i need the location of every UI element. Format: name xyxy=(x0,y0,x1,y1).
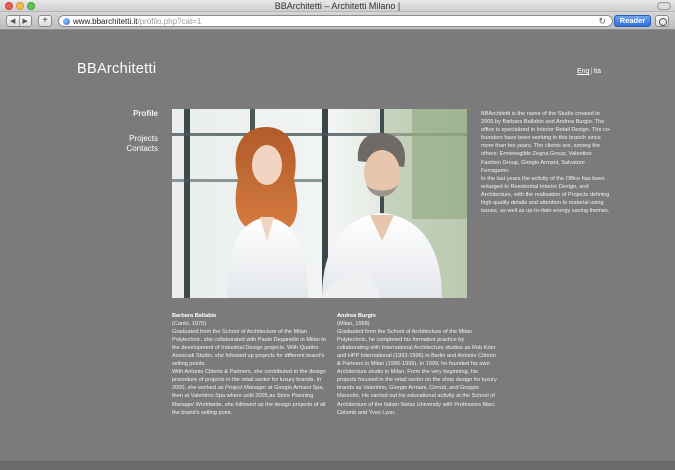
founder-origin: (Milan, 1968) xyxy=(337,321,370,328)
window-title: BBArchitetti – Architetti Milano | xyxy=(274,1,401,11)
page-content xyxy=(0,31,675,461)
lang-ita-link[interactable]: Ita xyxy=(593,68,602,75)
toolbar-toggle-button[interactable] xyxy=(657,2,671,10)
intro-paragraph: BBArchitetti is the name of the Studio created in 2005 by Barbara Ballabio and Andrea Burgio. The office is specialized in Interior Retail Design. The co-founders have been working in this branch since more than ten years. The clients are, among the others: Ermenegildo Zegna Group, Valentino Fashion Group, Giorgio Armani, Salvatore Ferragamo. xyxy=(481,111,611,174)
founders-photo xyxy=(172,109,467,298)
url-text[interactable] xyxy=(73,16,201,27)
founder-paragraph: With Antonio Citterio & Partners, she contributed to the design procedure of projects in the retail sector for luxury brands. In 2000, she worked as Project Manager at Giorgio Armani Spa, then at Valentino Spa where until 2005,as Store Planning Manager Worldwide, she followed up the design projects of all the brand's selling point. xyxy=(172,369,326,416)
intro-paragraph: In the last years the activity of the Office has been enlarged to Residential Interior Design, and Architecture, with the realisation of Projects defining high quality details and attention to material using issues, as well as up-to-date energy saving themes. xyxy=(481,175,610,215)
menu-item-profile[interactable]: Profile xyxy=(133,109,158,118)
founder-paragraph: Graduated form the School of Architecture of the Milan Polytechnic, he completed his formative practice by collaborating with International Architecture studios as Rob Krier and HPP International (1993-1996) in Berlin and Antonio Citterio & Partners in Milan (1996-1999). In 1999, he founded his own Architecture studio in Milan. From the very beginning, his projects focused in the retail sector on the shop design for luxury brands as Valentino, Giorgio Armani, Cerruti, and Gruppo Marzotto. He carried out his educational activity at the School of Architecture of the Italian Swiss University with Professors Marc Colomb and Yves Lyon. xyxy=(337,329,497,416)
url-path: /profilo.php?cat=1 xyxy=(137,17,202,26)
window-titlebar xyxy=(0,0,675,12)
founder-bio-ballabio xyxy=(172,312,332,417)
back-button[interactable]: ◀ xyxy=(7,16,20,26)
founder-name: Andrea Burgio xyxy=(337,313,376,319)
reading-list-button[interactable] xyxy=(655,15,669,27)
menu-item-contacts[interactable]: Contacts xyxy=(126,144,158,153)
window-bottom-bar xyxy=(0,461,675,470)
reader-button[interactable]: Reader xyxy=(614,15,651,27)
reload-icon[interactable]: ↻ xyxy=(598,16,606,26)
globe-icon xyxy=(63,18,70,25)
browser-toolbar xyxy=(0,12,675,30)
forward-button[interactable]: ▶ xyxy=(22,18,28,25)
close-window-button[interactable] xyxy=(5,2,13,10)
founder-bio-burgio xyxy=(337,312,497,417)
add-bookmark-button[interactable]: + xyxy=(38,15,52,27)
site-logo[interactable]: BBArchitetti xyxy=(77,61,157,77)
studio-intro xyxy=(481,110,613,215)
history-nav xyxy=(6,15,32,27)
lang-eng-link[interactable]: Eng xyxy=(577,68,590,75)
minimize-window-button[interactable] xyxy=(16,2,24,10)
founder-name: Barbara Ballabio xyxy=(172,313,217,319)
address-bar[interactable] xyxy=(58,15,613,27)
url-host: www.bbarchitetti.it xyxy=(73,17,138,26)
founder-paragraph: Graduated from the School of Architecture of the Milan Polytechnic, she collaborated with Paolo Deganello in Milan to the development of Industrial Design projects. With Quattro Associati Studio, she followed up projects for different brand's selling points. xyxy=(172,329,326,368)
menu-item-projects[interactable]: Projects xyxy=(129,134,158,143)
lang-separator: | xyxy=(590,68,593,75)
zoom-window-button[interactable] xyxy=(27,2,35,10)
founder-origin: (Cantù, 1970) xyxy=(172,321,207,328)
founders-photo-illustration xyxy=(172,109,467,298)
language-switcher xyxy=(577,68,601,75)
